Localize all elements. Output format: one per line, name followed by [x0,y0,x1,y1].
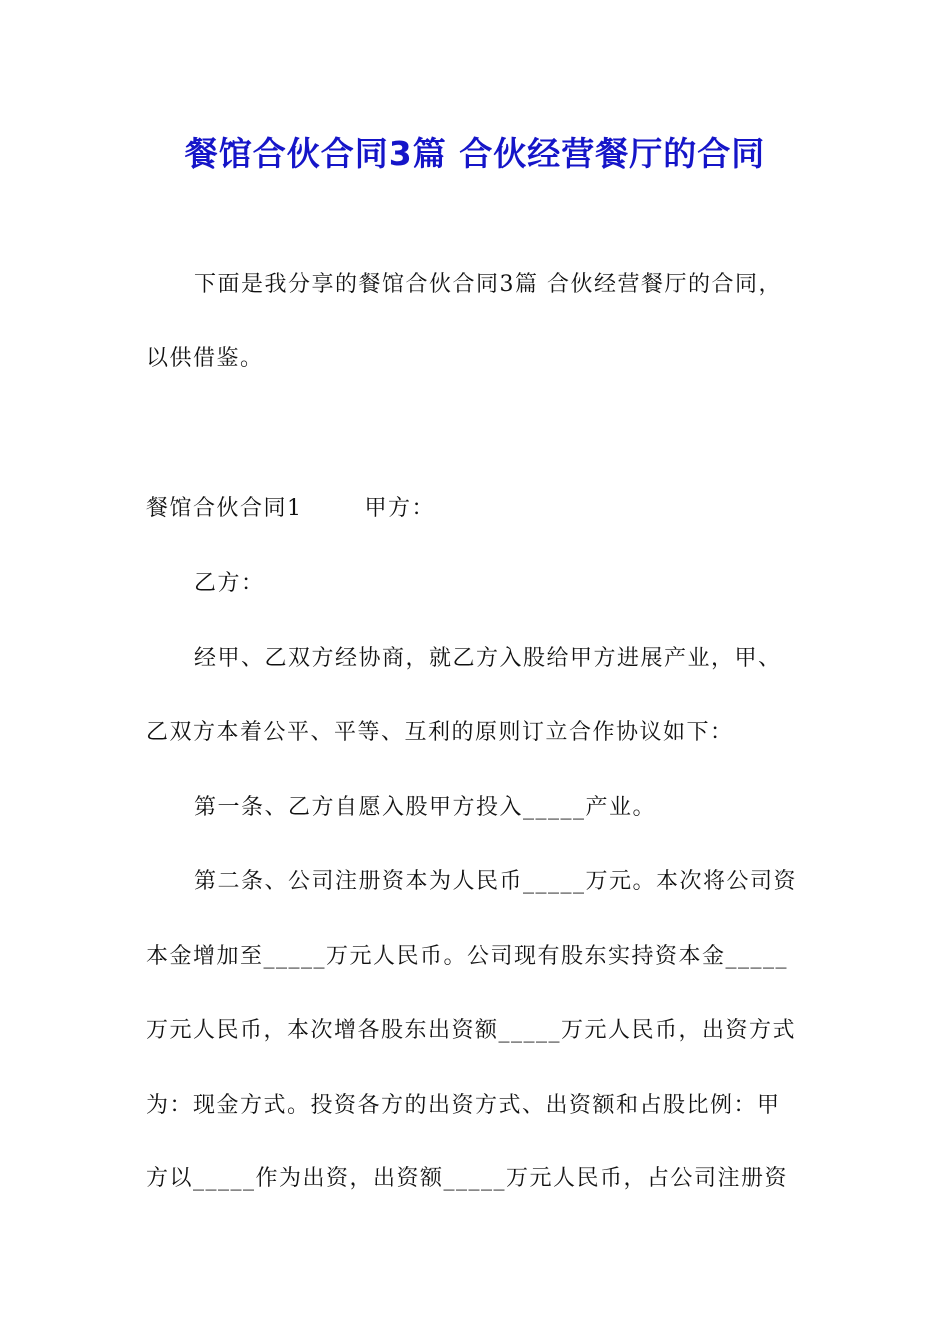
article-2-line: 为：现金方式。投资各方的出资方式、出资额和占股比例：甲 [146,1093,781,1118]
article-2-line: 第二条、公司注册资本为人民币_____万元。本次将公司资 [194,869,798,894]
section-heading-line [146,494,435,524]
article-1-line: 第一条、乙方自愿入股甲方投入_____产业。 [194,795,657,820]
paragraph-line: 乙双方本着公平、平等、互利的原则订立合作协议如下： [146,720,734,745]
party-a-label: 甲方： [364,496,436,521]
article-2-line: 方以_____作为出资，出资额_____万元人民币，占公司注册资 [146,1166,789,1191]
article-2-line: 本金增加至_____万元人民币。公司现有股东实持资本金_____ [146,944,789,969]
section-heading: 餐馆合伙合同1 [146,496,303,521]
intro-line-1: 下面是我分享的餐馆合伙合同3篇 合伙经营餐厅的合同， [194,272,782,297]
article-2-line: 万元人民币，本次增各股东出资额_____万元人民币，出资方式 [146,1018,797,1043]
party-b-label: 乙方： [194,571,265,596]
document-title: 餐馆合伙合同3篇 合伙经营餐厅的合同 [184,134,766,173]
intro-line-2: 以供借鉴。 [146,346,264,371]
paragraph-line: 经甲、乙双方经协商，就乙方入股给甲方进展产业，甲、 [194,646,782,671]
